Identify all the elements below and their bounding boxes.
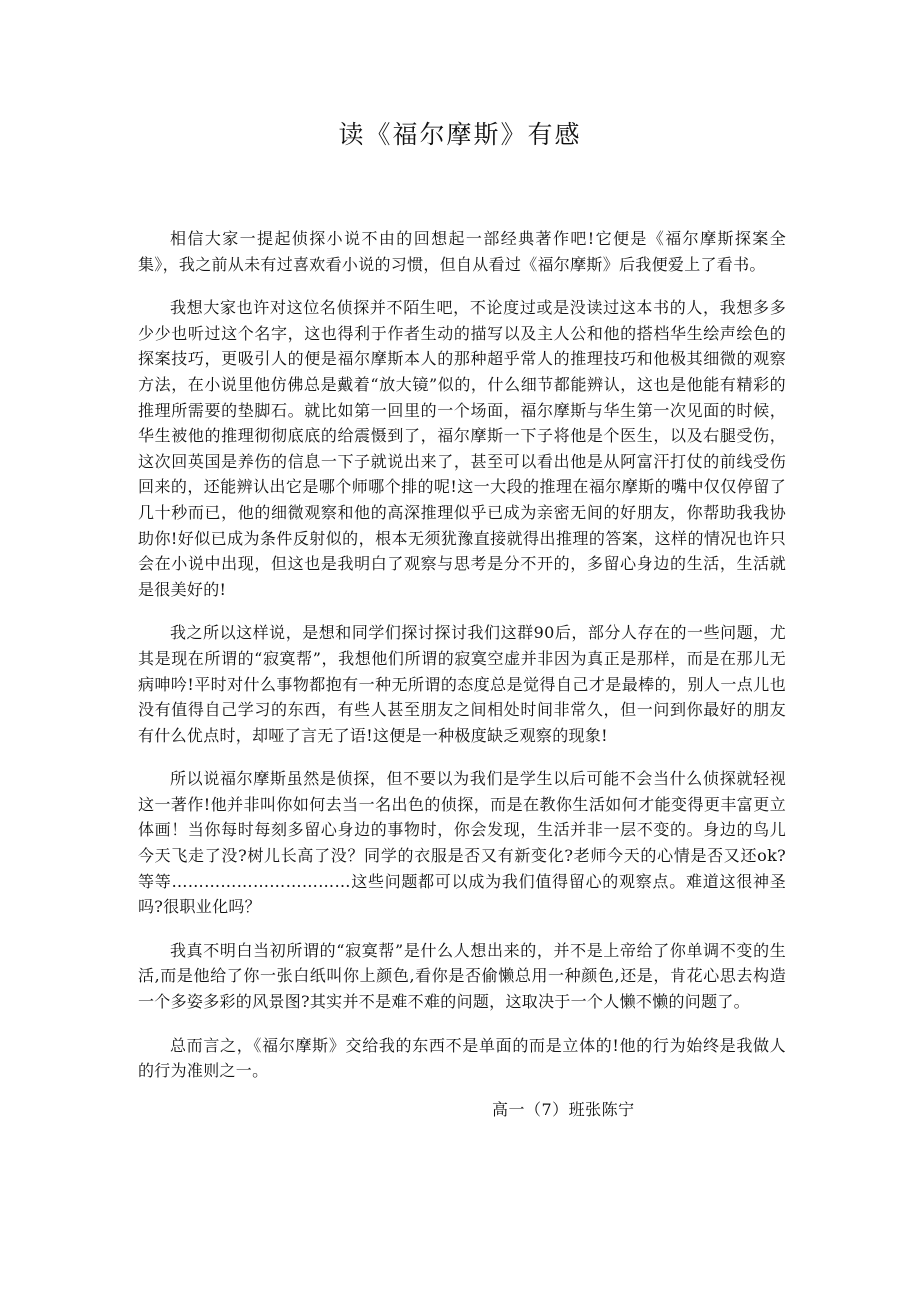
author-signature: 高一（7）班张陈宁 [492,1100,635,1119]
paragraph-conclusion: 总而言之，《福尔摩斯》交给我的东西不是单面的而是立体的!他的行为始终是我做人的行为准则之一。 [138,1035,786,1081]
document-body [138,226,786,1102]
paragraph-intro: 相信大家一提起侦探小说不由的回想起一部经典著作吧!它便是《福尔摩斯探案全集》，我之前从未有过喜欢看小说的习惯，但自从看过《福尔摩斯》后我便爱上了看书。 [138,229,786,274]
document-title: 读《福尔摩斯》有感 [338,120,582,149]
paragraph-holmes-reasoning: 我想大家也许对这位名侦探并不陌生吧，不论度过或是没读过这本书的人，我想多多少少也听过这个名字，这也得利于作者生动的描写以及主人公和他的搭档华生绘声绘色的探案技巧，更吸引人的便是福尔摩斯本人的那种超乎常人的推理技巧和他极其细微的观察方法，在小说里他仿佛总是戴着“放大镜”似的，什么细节都能辨认，这也是他能有精彩的推理所需要的垫脚石。就比如第一回里的一个场面，福尔摩斯与华生第一次见面的时候，华生被他的推理彻彻底底的给震慑到了，福尔摩斯一下子将他是个医生，以及右腿受伤，这次回英国是养伤的信息一下子就说出来了，甚至可以看出他是从阿富汗打仗的前线受伤回来的，还能辨认出它是哪个师哪个排的呢!这一大段的推理在福尔摩斯的嘴中仅仅停留了几十秒而已，他的细微观察和他的高深推理似乎已成为亲密无间的好朋友，你帮助我我协助你!好似已成为条件反射似的，根本无须犹豫直接就得出推理的答案，这样的情况也许只会在小说中出现，但这也是我明白了观察与思考是分不开的，多留心身边的生活，生活就是很美好的! [138,298,786,599]
paragraph-post90s: 我之所以这样说，是想和同学们探讨探讨我们这群90后，部分人存在的一些问题，尤其是现在所谓的“寂寞帮”，我想他们所谓的寂寞空虚并非因为真正是那样，而是在那儿无病呻吟!平时对什么事物都抱有一种无所谓的态度总是觉得自己才是最棒的，别人一点儿也没有值得自己学习的东西，有些人甚至朋友之间相处时间非常久，但一问到你最好的朋友有什么优点时，却哑了言无了语!这便是一种极度缺乏观察的现象! [138,623,786,745]
paragraph-lonely-gang: 我真不明白当初所谓的“寂寞帮”是什么人想出来的，并不是上帝给了你单调不变的生活,而是他给了你一张白纸叫你上颜色,看你是否偷懒总用一种颜色,还是，肯花心思去构造一个多姿多彩的风景图?其实并不是难不难的问题，这取决于一个人懒不懒的问题了。 [138,940,786,1012]
paragraph-observation: 所以说福尔摩斯虽然是侦探，但不要以为我们是学生以后可能不会当什么侦探就轻视这一著作!他并非叫你如何去当一名出色的侦探，而是在教你生活如何才能变得更丰富更立体画！当你每时每刻多留心身边的事物时，你会发现，生活并非一层不变的。身边的鸟儿今天飞走了没?树儿长高了没？同学的衣服是否又有新变化?老师今天的心情是否又还ok?等等……………………………这些问题都可以成为我们值得留心的观察点。难道这很神圣吗?很职业化吗？ [138,769,786,917]
